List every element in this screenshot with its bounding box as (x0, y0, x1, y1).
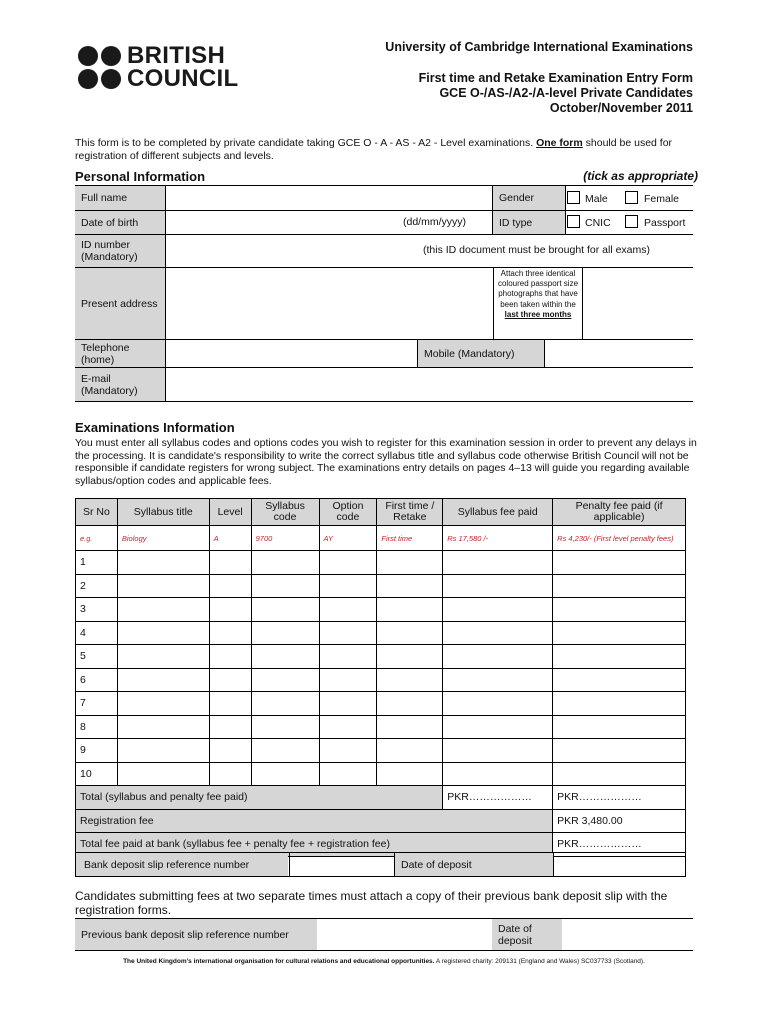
intro-text: This form is to be completed by private candidate taking GCE O - A - AS - A2 - Level examinations. One form should be used for registration of different subjects and levels. (75, 137, 673, 162)
col-penalty-fee: Penalty fee paid (if applicable) (553, 499, 686, 526)
session: October/November 2011 (549, 101, 693, 115)
exam-cell-input[interactable] (251, 715, 319, 739)
female-label: Female (644, 193, 680, 205)
exam-table-header (76, 499, 686, 526)
exam-cell-input[interactable] (443, 621, 553, 645)
prev-ref-field[interactable] (318, 919, 491, 950)
mobile-label: Mobile (Mandatory) (418, 340, 544, 367)
dob-format: (dd/mm/yyyy) (403, 216, 466, 228)
exam-cell-input[interactable] (251, 574, 319, 598)
exam-cell-input[interactable] (377, 551, 443, 575)
exam-cell-input[interactable] (117, 668, 209, 692)
footer: The United Kingdom's international organisation for cultural relations and educational opportunities. A registered charity: 209131 (England and Wales) SC037733 (Scotland). (123, 958, 645, 965)
exam-cell-input[interactable] (377, 598, 443, 622)
telephone-field[interactable] (166, 340, 417, 367)
exam-cell-input[interactable] (377, 692, 443, 716)
exam-cell-input[interactable] (553, 715, 686, 739)
exam-row (76, 551, 686, 575)
british-council-logo-icon (78, 46, 122, 90)
tick-note: (tick as appropriate) (583, 169, 698, 183)
female-checkbox[interactable] (625, 191, 638, 204)
present-address-label: Present address (75, 268, 165, 339)
exam-cell-input[interactable] (377, 739, 443, 763)
exam-cell-input[interactable] (117, 762, 209, 786)
row-number: 6 (76, 668, 118, 692)
logo-text (127, 44, 238, 90)
exam-cell-input[interactable] (553, 574, 686, 598)
exam-cell-input[interactable] (117, 551, 209, 575)
exam-cell-input[interactable] (377, 762, 443, 786)
logo-line1: BRITISH (127, 42, 226, 69)
exam-cell-input[interactable] (553, 668, 686, 692)
telephone-label: Telephone (home) (75, 340, 165, 367)
exam-cell-input[interactable] (377, 645, 443, 669)
total-bank-label: Total fee paid at bank (syllabus fee + penalty fee + registration fee) (76, 833, 553, 857)
exam-cell-input[interactable] (443, 574, 553, 598)
exam-cell-input[interactable] (251, 692, 319, 716)
total-label: Total (syllabus and penalty fee paid) (76, 786, 443, 810)
exam-cell-input[interactable] (377, 715, 443, 739)
row-number: 8 (76, 715, 118, 739)
mobile-field[interactable] (545, 340, 693, 367)
exam-cell-input[interactable] (117, 715, 209, 739)
id-number-label: ID number (Mandatory) (75, 235, 165, 267)
exam-cell-input[interactable] (319, 645, 377, 669)
email-field[interactable] (166, 368, 693, 401)
exam-cell-input[interactable] (443, 668, 553, 692)
row-number: 4 (76, 621, 118, 645)
exam-cell-input[interactable] (209, 692, 251, 716)
deposit-ref-field[interactable] (289, 853, 395, 876)
exam-cell-input[interactable] (251, 551, 319, 575)
example-cell: Rs 4,230/- (First level penalty fees) (553, 526, 686, 551)
registration-fee-label: Registration fee (76, 809, 553, 833)
gender-label: Gender (493, 186, 565, 210)
example-cell: AY (319, 526, 377, 551)
exam-cell-input[interactable] (319, 621, 377, 645)
exam-cell-input[interactable] (319, 574, 377, 598)
exam-cell-input[interactable] (209, 621, 251, 645)
exam-cell-input[interactable] (117, 645, 209, 669)
exam-row (76, 621, 686, 645)
exam-cell-input[interactable] (209, 574, 251, 598)
deposit-ref-label: Bank deposit slip reference number (76, 853, 288, 876)
row-number: 5 (76, 645, 118, 669)
exam-cell-input[interactable] (377, 668, 443, 692)
logo-line2: COUNCIL (127, 65, 239, 92)
exam-cell-input[interactable] (251, 621, 319, 645)
exam-cell-input[interactable] (443, 739, 553, 763)
email-label: E-mail (Mandatory) (75, 368, 165, 401)
registration-fee-amount: PKR 3,480.00 (553, 809, 686, 833)
exam-cell-input[interactable] (209, 668, 251, 692)
exam-cell-input[interactable] (319, 598, 377, 622)
exam-cell-input[interactable] (443, 645, 553, 669)
example-cell: 9700 (251, 526, 319, 551)
exam-cell-input[interactable] (319, 692, 377, 716)
id-type-label: ID type (493, 211, 565, 234)
exam-cell-input[interactable] (117, 598, 209, 622)
exam-table (75, 498, 686, 857)
row-number: 1 (76, 551, 118, 575)
exam-row (76, 715, 686, 739)
exam-cell-input[interactable] (553, 621, 686, 645)
exam-cell-input[interactable] (209, 762, 251, 786)
row-number: 10 (76, 762, 118, 786)
example-cell: A (209, 526, 251, 551)
previous-deposit-row (75, 918, 693, 951)
male-label: Male (585, 193, 608, 205)
total-penalty-fee[interactable]: PKR……………… (553, 786, 686, 810)
exam-cell-input[interactable] (209, 715, 251, 739)
exam-cell-input[interactable] (209, 551, 251, 575)
total-bank-amount[interactable]: PKR……………… (553, 833, 686, 857)
date-of-deposit-field[interactable] (553, 853, 686, 876)
personal-info-table (75, 185, 693, 402)
exam-cell-input[interactable] (209, 645, 251, 669)
date-of-deposit-label: Date of deposit (395, 853, 553, 876)
form-subtitle: GCE O-/AS-/A2-/A-level Private Candidates (439, 86, 693, 100)
exam-cell-input[interactable] (319, 762, 377, 786)
exam-row (76, 668, 686, 692)
photo-note: Attach three identical coloured passport size photographs that have been taken within the last three months (497, 269, 579, 319)
deposit-row (75, 852, 686, 877)
exam-cell-input[interactable] (553, 739, 686, 763)
example-cell: First time (377, 526, 443, 551)
passport-label: Passport (644, 217, 686, 229)
exam-cell-input[interactable] (117, 739, 209, 763)
exam-cell-input[interactable] (553, 551, 686, 575)
total-syllabus-fee[interactable]: PKR……………… (443, 786, 553, 810)
passport-checkbox[interactable] (625, 215, 638, 228)
cnic-label: CNIC (585, 217, 611, 229)
exam-cell-input[interactable] (251, 762, 319, 786)
total-row (76, 786, 686, 810)
present-address-field[interactable] (166, 268, 492, 339)
exam-row (76, 645, 686, 669)
col-level: Level (209, 499, 251, 526)
col-syllabus-code: Syllabus code (251, 499, 319, 526)
full-name-label: Full name (75, 186, 165, 210)
exam-intro: You must enter all syllabus codes and options codes you wish to register for this examination session in order to prevent any delays in the processing. It is candidate's responsibility to write the correct syllabus title and syllabus code otherwise British Council will not be responsible if candidate registers for wrong subject. The examinations entry details on pages 4–13 will guide you regarding available syllabus/option codes and applicable fees. (75, 437, 697, 487)
registration-row (76, 809, 686, 833)
exam-cell-input[interactable] (443, 598, 553, 622)
col-syllabus-fee: Syllabus fee paid (443, 499, 553, 526)
prev-date-label: Date of deposit (492, 919, 562, 950)
row-number: 3 (76, 598, 118, 622)
male-checkbox[interactable] (567, 191, 580, 204)
exam-row (76, 762, 686, 786)
exam-cell-input[interactable] (117, 574, 209, 598)
exam-cell-input[interactable] (251, 739, 319, 763)
exam-info-title: Examinations Information (75, 420, 235, 435)
bottom-note: Candidates submitting fees at two separate times must attach a copy of their previous bank deposit slip with the registration forms. (75, 889, 668, 917)
exam-cell-input[interactable] (377, 621, 443, 645)
example-cell: Biology (117, 526, 209, 551)
prev-date-field[interactable] (563, 919, 693, 950)
exam-cell-input[interactable] (251, 668, 319, 692)
exam-cell-input[interactable] (117, 692, 209, 716)
exam-cell-input[interactable] (209, 739, 251, 763)
row-number: 7 (76, 692, 118, 716)
exam-row (76, 692, 686, 716)
col-sr-no: Sr No (76, 499, 118, 526)
exam-cell-input[interactable] (251, 598, 319, 622)
exam-cell-input[interactable] (251, 645, 319, 669)
dob-label: Date of birth (75, 211, 165, 234)
org-title: University of Cambridge International Examinations (385, 40, 693, 54)
example-cell: Rs 17,580 /- (443, 526, 553, 551)
row-number: 9 (76, 739, 118, 763)
exam-row (76, 574, 686, 598)
row-number: 2 (76, 574, 118, 598)
example-cell: e.g. (76, 526, 118, 551)
id-note: (this ID document must be brought for all exams) (423, 244, 651, 256)
exam-row (76, 739, 686, 763)
exam-cell-input[interactable] (319, 739, 377, 763)
exam-cell-input[interactable] (443, 551, 553, 575)
exam-cell-input[interactable] (443, 762, 553, 786)
exam-cell-input[interactable] (319, 551, 377, 575)
exam-cell-input[interactable] (209, 598, 251, 622)
exam-row (76, 598, 686, 622)
exam-cell-input[interactable] (553, 598, 686, 622)
full-name-field[interactable] (166, 186, 492, 210)
exam-cell-input[interactable] (553, 645, 686, 669)
exam-cell-input[interactable] (443, 715, 553, 739)
col-first-time-retake: First time / Retake (377, 499, 443, 526)
prev-ref-label: Previous bank deposit slip reference number (75, 919, 317, 950)
form-title: First time and Retake Examination Entry Form (418, 71, 693, 85)
exam-cell-input[interactable] (553, 762, 686, 786)
personal-info-title: Personal Information (75, 169, 206, 184)
exam-cell-input[interactable] (319, 715, 377, 739)
exam-cell-input[interactable] (553, 692, 686, 716)
exam-cell-input[interactable] (117, 621, 209, 645)
col-syllabus-title: Syllabus title (117, 499, 209, 526)
exam-cell-input[interactable] (443, 692, 553, 716)
exam-cell-input[interactable] (319, 668, 377, 692)
example-row (76, 526, 686, 551)
col-option-code: Option code (319, 499, 377, 526)
exam-cell-input[interactable] (377, 574, 443, 598)
cnic-checkbox[interactable] (567, 215, 580, 228)
